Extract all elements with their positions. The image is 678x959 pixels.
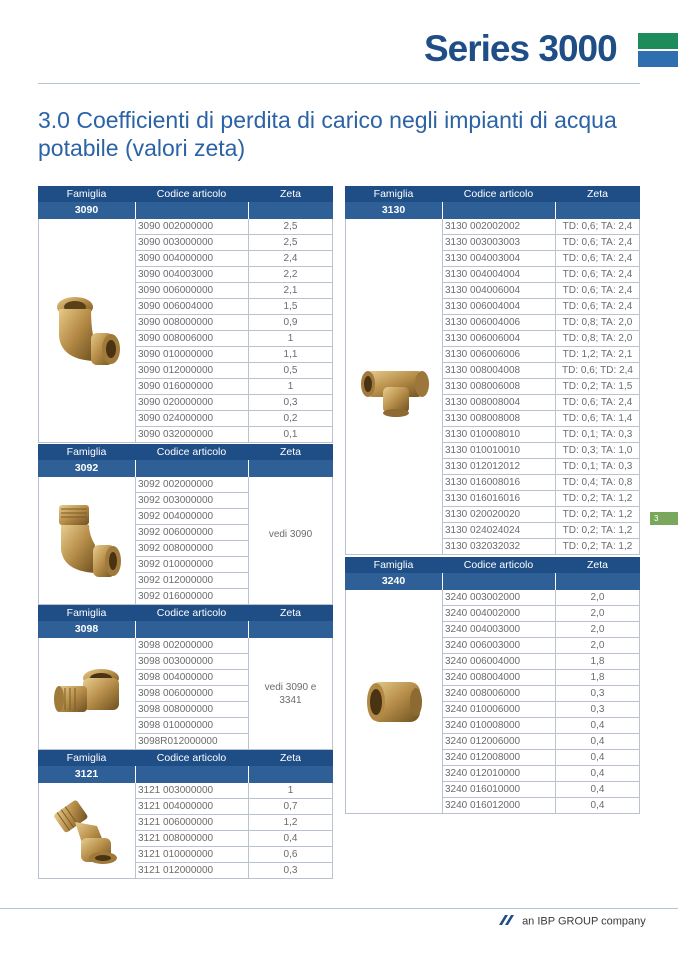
article-code: 3090 016000000 [136, 379, 248, 395]
column-header-family: Famiglia [66, 607, 107, 619]
column-header-zeta: Zeta [279, 752, 301, 764]
article-code: 3098R012000000 [138, 736, 218, 747]
zeta-value: TD: 0,6; TD: 2,4 [556, 363, 639, 379]
column-header-zeta: Zeta [586, 188, 608, 200]
article-code: 3092 010000000 [136, 557, 248, 573]
product-table-3121 [38, 750, 333, 879]
column-header-code: Codice articolo [156, 188, 227, 200]
column-header-code: Codice articolo [156, 607, 227, 619]
article-code: 3098 010000000 [136, 718, 248, 734]
zeta-value: 2,2 [249, 267, 332, 283]
footer-divider [0, 908, 678, 909]
side-tab: 3 [650, 512, 678, 525]
zeta-value: TD: 0,6; TA: 2,4 [556, 299, 639, 315]
article-code: 3240 008006000 [443, 686, 555, 702]
article-code: 3121 008000000 [136, 831, 248, 847]
family-code: 3240 [381, 575, 406, 587]
brand-bar-blue [638, 51, 678, 67]
family-row-divider [248, 766, 249, 783]
article-code: 3098 002000000 [136, 638, 248, 654]
family-row-divider [135, 766, 136, 783]
article-code: 3130 016008016 [443, 475, 555, 491]
zeta-value: 2,0 [556, 622, 639, 638]
article-code: 3130 006004006 [443, 315, 555, 331]
table-header [38, 444, 333, 460]
family-row [345, 202, 640, 219]
article-code: 3130 003003003 [443, 235, 555, 251]
product-image-3130 [359, 357, 431, 417]
footer [496, 915, 646, 928]
zeta-value: TD: 0,6; TA: 2,4 [556, 251, 639, 267]
article-code: 3240 004003000 [443, 622, 555, 638]
column-header-family: Famiglia [373, 188, 414, 200]
table-header [38, 750, 333, 766]
family-row-divider [555, 202, 556, 219]
article-code: 3090 006004000 [136, 299, 248, 315]
zeta-value: 2,1 [249, 283, 332, 299]
article-code: 3090 003000000 [136, 235, 248, 251]
article-code: 3130 004003004 [443, 251, 555, 267]
zeta-value: 0,5 [249, 363, 332, 379]
zeta-value: 2,5 [249, 219, 332, 235]
family-row-divider [135, 202, 136, 219]
family-code: 3090 [74, 204, 99, 216]
column-header-code: Codice articolo [156, 446, 227, 458]
article-code: 3121 003000000 [136, 783, 248, 799]
zeta-value: 1,5 [249, 299, 332, 315]
table-header [38, 186, 333, 202]
article-code: 3240 006004000 [443, 654, 555, 670]
article-code: 3090 010000000 [136, 347, 248, 363]
column-header-zeta: Zeta [279, 188, 301, 200]
column-header-family: Famiglia [66, 188, 107, 200]
product-table-3090 [38, 186, 333, 443]
article-code: 3090 004003000 [136, 267, 248, 283]
family-code: 3098 [74, 623, 99, 635]
zeta-value: 0,2 [249, 411, 332, 427]
zeta-value: TD: 0,6; TA: 2,4 [556, 283, 639, 299]
header-divider [38, 83, 640, 84]
family-row-divider [555, 573, 556, 590]
zeta-value: TD: 0,2; TA: 1,2 [556, 491, 639, 507]
column-divider [248, 638, 249, 750]
family-code: 3130 [381, 204, 406, 216]
column-header-code: Codice articolo [156, 752, 227, 764]
article-code: 3240 012008000 [443, 750, 555, 766]
family-row-divider [442, 573, 443, 590]
zeta-value: 0,4 [590, 800, 605, 811]
article-code: 3092 006000000 [136, 525, 248, 541]
family-row-divider [442, 202, 443, 219]
zeta-value: 1,8 [556, 654, 639, 670]
zeta-value: 2,0 [556, 638, 639, 654]
zeta-value: 1,1 [249, 347, 332, 363]
zeta-value: 1 [249, 379, 332, 395]
product-image-3092 [53, 501, 123, 581]
zeta-value: 1 [249, 783, 332, 799]
column-header-zeta: Zeta [586, 559, 608, 571]
article-code: 3090 008006000 [136, 331, 248, 347]
article-code: 3130 008008004 [443, 395, 555, 411]
family-row [38, 460, 333, 477]
zeta-value: 0,3 [249, 395, 332, 411]
article-code: 3090 006000000 [136, 283, 248, 299]
zeta-value: TD: 0,8; TA: 2,0 [556, 331, 639, 347]
zeta-reference: vedi 3090 [268, 529, 313, 540]
zeta-value: 0,6 [249, 847, 332, 863]
family-row [38, 621, 333, 638]
page-title: 3.0 Coefficienti di perdita di carico negli impianti di acqua potabile (valori zeta) [38, 107, 617, 161]
zeta-value: 2,4 [249, 251, 332, 267]
article-code: 3130 032032032 [445, 541, 521, 552]
article-code: 3090 008000000 [136, 315, 248, 331]
zeta-value: 2,0 [556, 606, 639, 622]
article-code: 3130 024024024 [443, 523, 555, 539]
zeta-value: 0,7 [249, 799, 332, 815]
family-row [38, 202, 333, 219]
article-code: 3240 004002000 [443, 606, 555, 622]
article-code: 3090 004000000 [136, 251, 248, 267]
product-image-3090 [53, 291, 123, 371]
zeta-value: 0,4 [556, 782, 639, 798]
column-header-zeta: Zeta [279, 607, 301, 619]
article-code: 3240 006003000 [443, 638, 555, 654]
zeta-value: 1,2 [249, 815, 332, 831]
family-row [345, 573, 640, 590]
article-code: 3240 012006000 [443, 734, 555, 750]
zeta-value: 0,9 [249, 315, 332, 331]
zeta-value: TD: 0,1; TA: 0,3 [556, 427, 639, 443]
family-row-divider [248, 621, 249, 638]
product-table-3098 [38, 605, 333, 750]
product-table-3092 [38, 444, 333, 605]
family-row-divider [248, 202, 249, 219]
column-header-zeta: Zeta [279, 446, 301, 458]
article-code: 3092 008000000 [136, 541, 248, 557]
zeta-value: 0,3 [556, 702, 639, 718]
column-header-family: Famiglia [66, 446, 107, 458]
article-code: 3098 003000000 [136, 654, 248, 670]
article-code: 3098 006000000 [136, 686, 248, 702]
article-code: 3092 003000000 [136, 493, 248, 509]
family-row-divider [135, 621, 136, 638]
article-code: 3090 024000000 [136, 411, 248, 427]
article-code: 3130 008008008 [443, 411, 555, 427]
article-code: 3092 012000000 [136, 573, 248, 589]
zeta-value: 0,4 [556, 750, 639, 766]
zeta-value: 0,3 [556, 686, 639, 702]
zeta-value: TD: 0,3; TA: 1,0 [556, 443, 639, 459]
article-code: 3240 003002000 [443, 590, 555, 606]
zeta-value: 0,4 [556, 718, 639, 734]
product-image-3240 [364, 676, 426, 728]
article-code: 3092 004000000 [136, 509, 248, 525]
zeta-value: TD: 0,6; TA: 2,4 [556, 395, 639, 411]
article-code: 3240 010006000 [443, 702, 555, 718]
article-code: 3240 008004000 [443, 670, 555, 686]
article-code: 3090 032000000 [138, 429, 214, 440]
article-code: 3121 006000000 [136, 815, 248, 831]
article-code: 3121 012000000 [138, 865, 214, 876]
zeta-value: 0,4 [556, 734, 639, 750]
column-header-family: Famiglia [373, 559, 414, 571]
footer-text: an IBP GROUP company [522, 915, 646, 928]
article-code: 3130 016016016 [443, 491, 555, 507]
article-code: 3130 006004004 [443, 299, 555, 315]
zeta-value: TD: 0,2; TA: 1,2 [562, 541, 633, 552]
family-row [38, 766, 333, 783]
article-code: 3130 006006006 [443, 347, 555, 363]
zeta-value: TD: 0,6; TA: 2,4 [556, 219, 639, 235]
family-row-divider [135, 460, 136, 477]
article-code: 3092 016000000 [138, 591, 214, 602]
article-code: 3240 010008000 [443, 718, 555, 734]
zeta-value: TD: 0,2; TA: 1,2 [556, 523, 639, 539]
zeta-value: 1 [249, 331, 332, 347]
article-code: 3130 004004004 [443, 267, 555, 283]
zeta-value: 0,3 [283, 865, 298, 876]
article-code: 3121 004000000 [136, 799, 248, 815]
article-code: 3130 008006008 [443, 379, 555, 395]
article-code: 3240 012010000 [443, 766, 555, 782]
zeta-value: TD: 0,8; TA: 2,0 [556, 315, 639, 331]
zeta-value: TD: 1,2; TA: 2,1 [556, 347, 639, 363]
brand-bar-green [638, 33, 678, 49]
column-header-code: Codice articolo [463, 559, 534, 571]
article-code: 3130 004006004 [443, 283, 555, 299]
zeta-value: TD: 0,6; TA: 2,4 [556, 235, 639, 251]
article-code: 3130 008004008 [443, 363, 555, 379]
article-code: 3130 010010010 [443, 443, 555, 459]
article-code: 3121 010000000 [136, 847, 248, 863]
zeta-value: TD: 0,4; TA: 0,8 [556, 475, 639, 491]
article-code: 3090 002000000 [136, 219, 248, 235]
zeta-value: 2,5 [249, 235, 332, 251]
product-image-3121 [53, 796, 123, 866]
zeta-value: 0,4 [249, 831, 332, 847]
table-header [345, 557, 640, 573]
article-code: 3240 016012000 [445, 800, 521, 811]
product-table-3240 [345, 557, 640, 814]
table-header [345, 186, 640, 202]
column-divider [248, 477, 249, 605]
article-code: 3130 006006004 [443, 331, 555, 347]
zeta-value: TD: 0,2; TA: 1,2 [556, 507, 639, 523]
article-code: 3240 016010000 [443, 782, 555, 798]
zeta-value: 0,1 [283, 429, 298, 440]
product-image-3098 [53, 664, 123, 724]
zeta-value: TD: 0,2; TA: 1,5 [556, 379, 639, 395]
article-code: 3098 004000000 [136, 670, 248, 686]
article-code: 3130 020020020 [443, 507, 555, 523]
zeta-value: 0,4 [556, 766, 639, 782]
family-code: 3092 [74, 462, 99, 474]
article-code: 3130 010008010 [443, 427, 555, 443]
column-header-code: Codice articolo [463, 188, 534, 200]
zeta-value: 1,8 [556, 670, 639, 686]
article-code: 3092 002000000 [136, 477, 248, 493]
product-table-3130 [345, 186, 640, 555]
family-row-divider [248, 460, 249, 477]
ibp-logo-icon [496, 915, 516, 928]
article-code: 3090 020000000 [136, 395, 248, 411]
family-code: 3121 [74, 768, 99, 780]
zeta-reference: vedi 3090 e 3341 [264, 682, 317, 706]
article-code: 3098 008000000 [136, 702, 248, 718]
article-code: 3130 012012012 [443, 459, 555, 475]
zeta-value: TD: 0,1; TA: 0,3 [556, 459, 639, 475]
table-header [38, 605, 333, 621]
article-code: 3090 012000000 [136, 363, 248, 379]
article-code: 3130 002002002 [443, 219, 555, 235]
zeta-value: TD: 0,6; TA: 1,4 [556, 411, 639, 427]
zeta-value: TD: 0,6; TA: 2,4 [556, 267, 639, 283]
brand-title: Series 3000 [424, 28, 617, 69]
zeta-value: 2,0 [556, 590, 639, 606]
column-header-family: Famiglia [66, 752, 107, 764]
